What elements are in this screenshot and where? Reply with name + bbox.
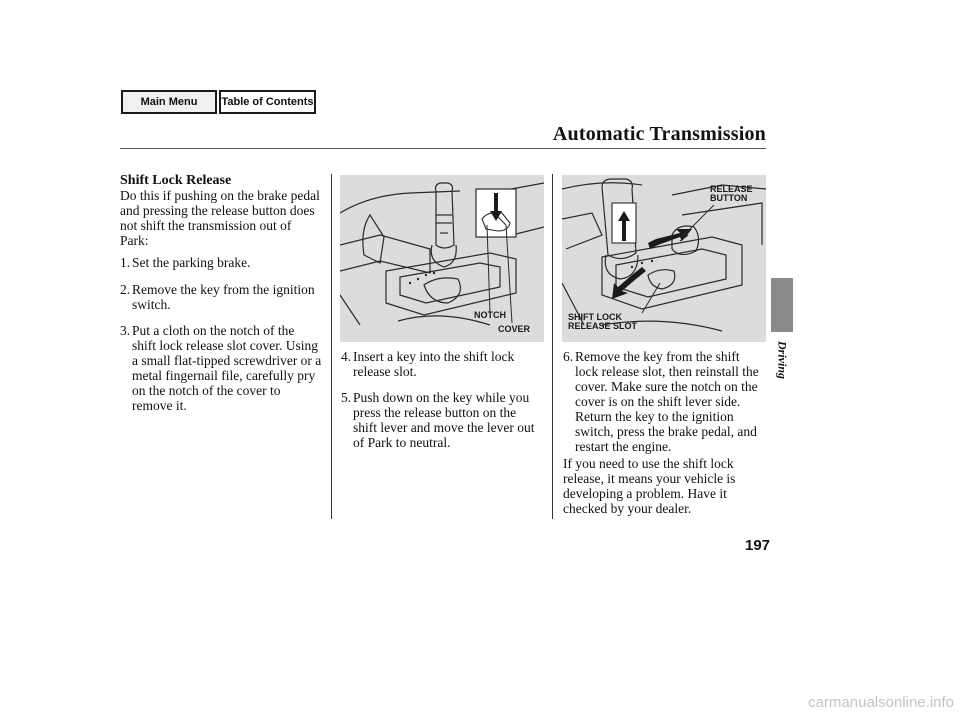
notch-label: NOTCH (474, 310, 506, 320)
watermark: carmanualsonline.info (808, 694, 954, 711)
step-line: Remove the key from the shift (575, 349, 740, 364)
side-tab-driving (768, 338, 796, 382)
step-line: of Park to neutral. (353, 435, 451, 450)
section-tab-marker (771, 278, 793, 332)
main-menu-button[interactable]: Main Menu (121, 90, 217, 114)
step-line: shift lock release slot cover. Using (132, 338, 318, 353)
step-line: shift lever and move the lever out (353, 420, 535, 435)
page-number: 197 (745, 537, 771, 554)
column-divider-right (552, 174, 553, 519)
step-line: restart the engine. (575, 439, 672, 454)
page-title: Automatic Transmission (552, 123, 766, 145)
figure-shift-lock-release (562, 175, 766, 342)
closing-paragraph (563, 456, 735, 516)
step-line: release slot. (353, 364, 417, 379)
step-line: Set the parking brake. (132, 255, 251, 270)
column-divider-left (331, 174, 332, 519)
shift-lever-illustration (340, 175, 544, 342)
step-line: cover. Make sure the notch on the (575, 379, 758, 394)
intro-line: Park: (120, 233, 149, 248)
step-number: 4. (341, 349, 352, 364)
closing-line: release, it means your vehicle is (563, 471, 736, 486)
step-line: switch. (132, 297, 171, 312)
table-of-contents-button[interactable]: Table of Contents (219, 90, 316, 114)
step-line: remove it. (132, 398, 187, 413)
step-line: a small flat-tipped screwdriver or a (132, 353, 322, 368)
step-line: lock release slot, then reinstall the (575, 364, 759, 379)
step-line: Insert a key into the shift lock (353, 349, 515, 364)
step-number: 1. (120, 255, 131, 270)
step-line: switch, press the brake pedal, and (575, 424, 757, 439)
cover-label: COVER (498, 324, 531, 334)
step-line: cover is on the shift lever side. (575, 394, 741, 409)
figure-shift-lever-cover (340, 175, 544, 342)
step-line: Push down on the key while you (353, 390, 530, 405)
intro-paragraph (120, 188, 320, 248)
step-line: on the notch of the cover to (132, 383, 281, 398)
closing-line: developing a problem. Have it (563, 486, 727, 501)
intro-line: Do this if pushing on the brake pedal (120, 188, 320, 203)
step-line: Return the key to the ignition (575, 409, 734, 424)
step-line: metal fingernail file, carefully pry (132, 368, 316, 383)
header-rule (120, 148, 766, 149)
closing-line: checked by your dealer. (563, 501, 692, 516)
step-line: Put a cloth on the notch of the (132, 323, 295, 338)
step-line: Remove the key from the ignition (132, 282, 315, 297)
intro-line: not shift the transmission out of (120, 218, 292, 233)
shift-lock-release-slot-label: SHIFT LOCK RELEASE SLOT (568, 312, 638, 331)
step-line: press the release button on the (353, 405, 517, 420)
step-number: 6. (563, 349, 574, 364)
release-button-label: RELEASE BUTTON (710, 184, 753, 203)
section-title: Shift Lock Release (120, 173, 232, 188)
step-number: 5. (341, 390, 352, 405)
side-tab-label: Driving (775, 340, 790, 380)
closing-line: If you need to use the shift lock (563, 456, 734, 471)
step-number: 3. (120, 323, 131, 338)
intro-line: and pressing the release button does (120, 203, 315, 218)
step-number: 2. (120, 282, 131, 297)
